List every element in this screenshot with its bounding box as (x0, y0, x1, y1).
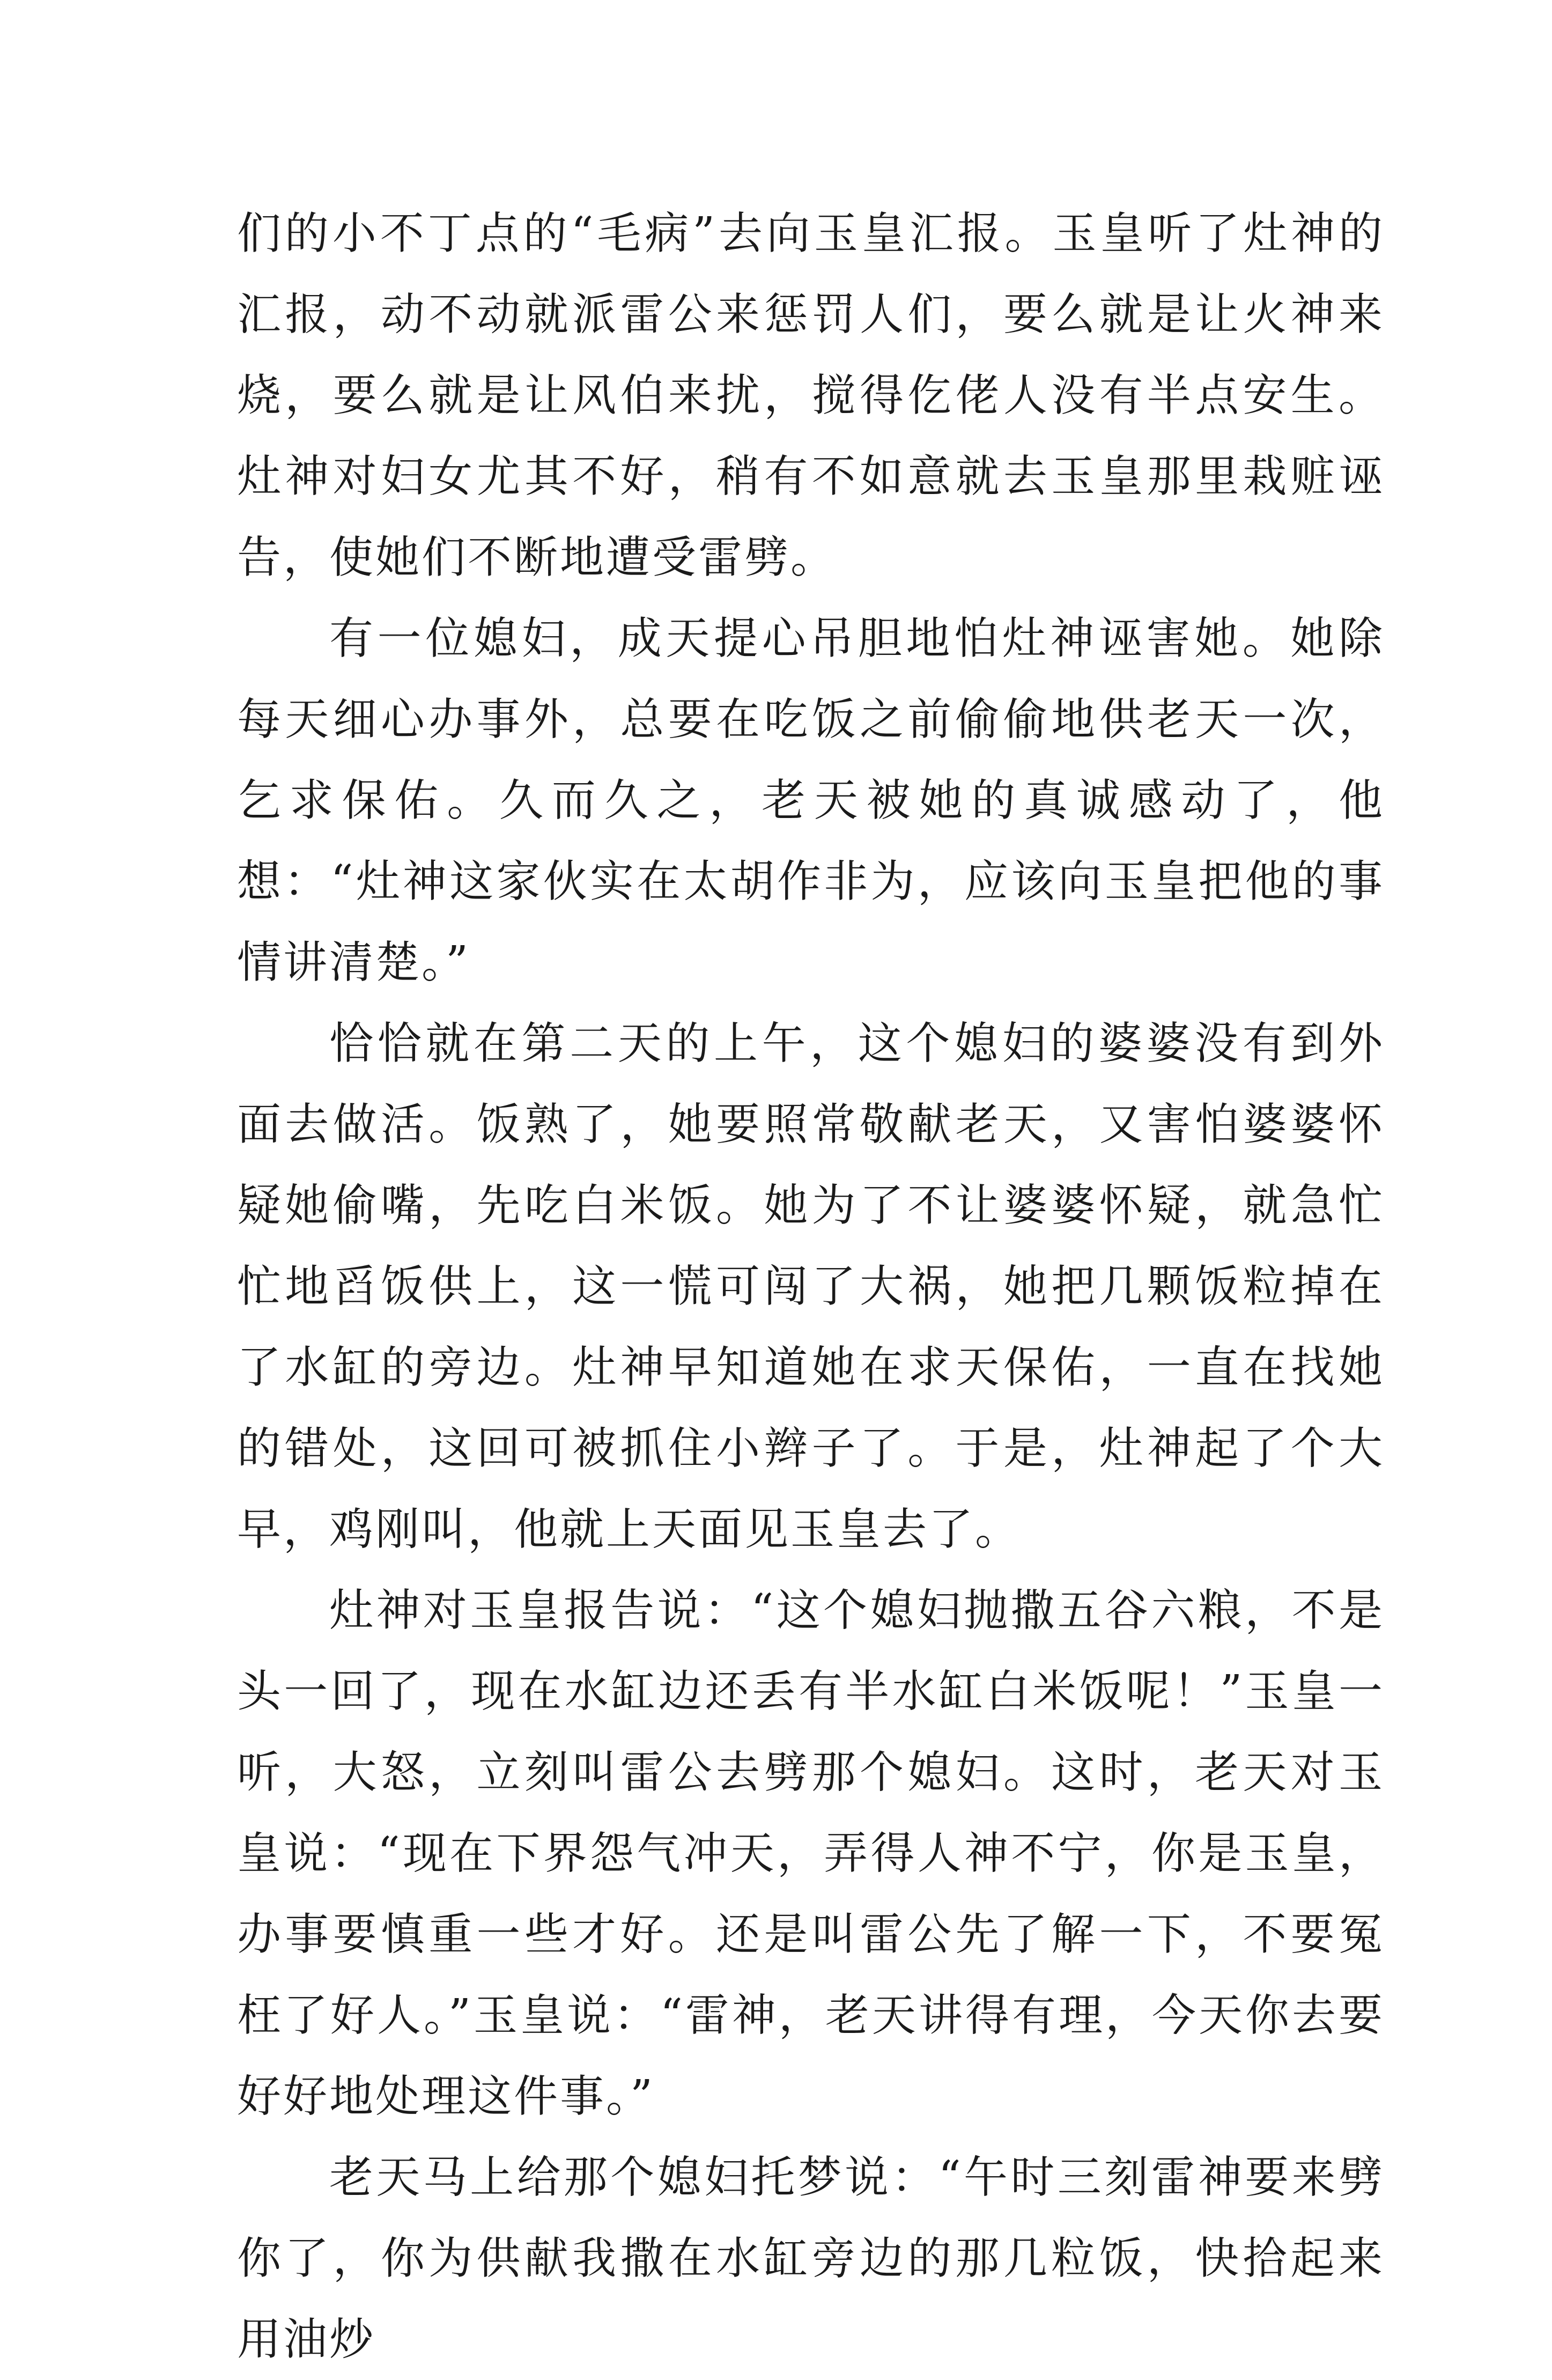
paragraph-2: 有一位媳妇，成天提心吊胆地怕灶神诬害她。她除每天细心办事外，总要在吃饭之前偷偷地供老天一次，乞求保佑。久而久之，老天被她的真诚感动了，他想：“灶神这家伙实在太胡作非为，应该向玉皇把他的事情讲清楚。” (237, 613, 1385, 988)
paragraph-5: 老天马上给那个媳妇托梦说：“午时三刻雷神要来劈你了，你为供献我撒在水缸旁边的那几粒饭，快拾起来用油炒 (237, 2152, 1385, 2365)
body-text (237, 193, 1385, 2380)
paragraph-3: 恰恰就在第二天的上午，这个媳妇的婆婆没有到外面去做活。饭熟了，她要照常敬献老天，又害怕婆婆怀疑她偷嘴，先吃白米饭。她为了不让婆婆怀疑，就急忙忙地舀饭供上，这一慌可闯了大祸，她把几颗饭粒掉在了水缸的旁边。灶神早知道她在求天保佑，一直在找她的错处，这回可被抓住小辫子了。于是，灶神起了个大早，鸡刚叫，他就上天面见玉皇去了。 (237, 1018, 1385, 1555)
paragraph-1: 们的小不丁点的“毛病”去向玉皇汇报。玉皇听了灶神的汇报，动不动就派雷公来惩罚人们，要么就是让火神来烧，要么就是让风伯来扰，搅得仡佬人没有半点安生。灶神对妇女尤其不好，稍有不如意就去玉皇那里栽赃诬告，使她们不断地遭受雷劈。 (237, 208, 1385, 583)
paragraph-4: 灶神对玉皇报告说：“这个媳妇抛撒五谷六粮，不是头一回了，现在水缸边还丢有半水缸白米饭呢！”玉皇一听，大怒，立刻叫雷公去劈那个媳妇。这时，老天对玉皇说：“现在下界怨气冲天，弄得人神不宁，你是玉皇，办事要慎重一些才好。还是叫雷公先了解一下，不要冤枉了好人。”玉皇说：“雷神，老天讲得有理，今天你去要好好地处理这件事。” (237, 1585, 1385, 2122)
